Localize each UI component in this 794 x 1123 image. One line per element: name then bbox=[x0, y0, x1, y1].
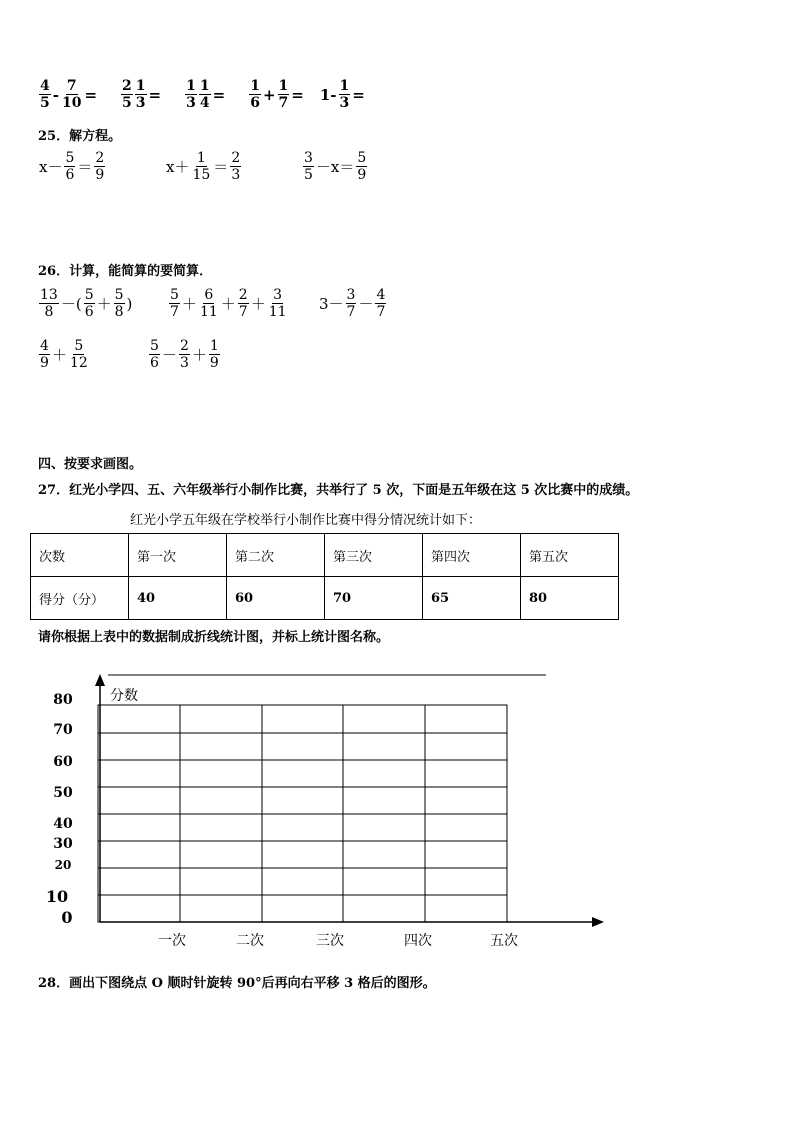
equals: = bbox=[148, 85, 162, 104]
table-cell: 60 bbox=[227, 577, 325, 620]
y-tick-label: 80 bbox=[53, 692, 73, 708]
q25-equation-3: $\frac{3}{5}$ －x＝ $\frac{5}{9}$ bbox=[304, 150, 367, 183]
y-tick-label: 50 bbox=[53, 785, 73, 801]
q25-equation-2: x＋ $\frac{1}{15}$ ＝ $\frac{2}{3}$ bbox=[166, 150, 241, 183]
y-tick-label: 60 bbox=[53, 754, 73, 770]
y-axis-title: 分数 bbox=[110, 688, 138, 704]
equals: = bbox=[291, 85, 304, 104]
table-cell: 40 bbox=[129, 577, 227, 620]
y-tick-label: 30 bbox=[53, 836, 73, 852]
q26-expression-a: $\frac{13}{8}$ －( $\frac{5}{6}$ ＋ $\frac{5}{8}$ ) bbox=[40, 287, 133, 320]
fraction: $\frac{4}{5}$ bbox=[40, 78, 50, 111]
operator: + bbox=[262, 85, 276, 104]
table-cell: 第四次 bbox=[423, 534, 521, 577]
grid bbox=[98, 705, 507, 922]
equals: = bbox=[84, 85, 98, 104]
table-header-row bbox=[31, 534, 619, 577]
operator: - bbox=[52, 85, 59, 104]
q28-title: 28．画出下图绕点 O 顺时针旋转 90°后再向右平移 3 格后的图形。 bbox=[38, 976, 436, 991]
blank-line-chart-grid bbox=[0, 660, 794, 960]
whole-number: 1- bbox=[319, 85, 337, 104]
x-tick-label: 一次 bbox=[158, 933, 186, 949]
equals: = bbox=[212, 85, 226, 104]
y-tick-label: 40 bbox=[53, 816, 73, 832]
fraction: $\frac{1}{3}$ bbox=[186, 78, 196, 111]
q26-title: 26．计算，能简算的要简算． bbox=[38, 264, 213, 279]
y-tick-label: 10 bbox=[45, 887, 69, 906]
fraction: $\frac{1}{7}$ bbox=[278, 78, 289, 111]
table-cell: 次数 bbox=[31, 534, 129, 577]
y-tick-label: 70 bbox=[53, 722, 73, 738]
fraction: $\frac{2}{5}$ bbox=[122, 78, 132, 111]
x-axis-arrow bbox=[592, 917, 604, 927]
fraction: $\frac{1}{3}$ bbox=[339, 78, 350, 111]
q25-title: 25．解方程。 bbox=[38, 129, 122, 144]
x-tick-label: 二次 bbox=[236, 933, 264, 949]
x-tick-label: 五次 bbox=[490, 933, 518, 949]
fraction: $\frac{1}{3}$ bbox=[135, 78, 146, 111]
chart-instruction: 请你根据上表中的数据制成折线统计图，并标上统计图名称。 bbox=[38, 630, 390, 645]
section-title: 四、按要求画图。 bbox=[38, 457, 143, 472]
q27-title: 27．红光小学四、五、六年级举行小制作比赛，共举行了 5 次，下面是五年级在这 5 次比赛中的成绩。 bbox=[38, 483, 639, 498]
score-table bbox=[30, 533, 619, 620]
fraction: $\frac{7}{10}$ bbox=[61, 78, 82, 111]
x-tick-label: 三次 bbox=[316, 933, 344, 949]
equals: = bbox=[352, 85, 365, 104]
table-caption: 红光小学五年级在学校举行小制作比赛中得分情况统计如下： bbox=[130, 513, 482, 528]
q26-expression-e: $\frac{5}{6}$ － $\frac{2}{3}$ ＋ $\frac{1}{9}$ bbox=[150, 338, 219, 371]
table-row bbox=[31, 577, 619, 620]
q26-expression-c: 3－ $\frac{3}{7}$ － $\frac{4}{7}$ bbox=[319, 287, 386, 320]
fraction: $\frac{1}{6}$ bbox=[250, 78, 260, 111]
q26-expression-b: $\frac{5}{7}$ ＋ $\frac{6}{11}$ ＋ $\frac{2}{7}$ ＋ $\frac{3}{11}$ bbox=[170, 287, 287, 320]
y-tick-label: 20 bbox=[54, 858, 72, 872]
y-axis-arrow bbox=[95, 674, 105, 686]
table-cell: 70 bbox=[325, 577, 423, 620]
table-cell: 第五次 bbox=[521, 534, 619, 577]
q24-expressions bbox=[38, 78, 366, 111]
y-tick-label: 0 bbox=[61, 908, 73, 927]
x-tick-label: 四次 bbox=[404, 933, 432, 949]
table-cell: 80 bbox=[521, 577, 619, 620]
table-cell: 65 bbox=[423, 577, 521, 620]
q26-expression-d: $\frac{4}{9}$ ＋ $\frac{5}{12}$ bbox=[40, 338, 88, 371]
fraction: $\frac{1}{4}$ bbox=[199, 78, 210, 111]
table-cell: 得分（分） bbox=[31, 577, 129, 620]
table-cell: 第一次 bbox=[129, 534, 227, 577]
table-cell: 第二次 bbox=[227, 534, 325, 577]
q25-equation-1: x－ $\frac{5}{6}$ ＝ $\frac{2}{9}$ bbox=[39, 150, 105, 183]
table-cell: 第三次 bbox=[325, 534, 423, 577]
